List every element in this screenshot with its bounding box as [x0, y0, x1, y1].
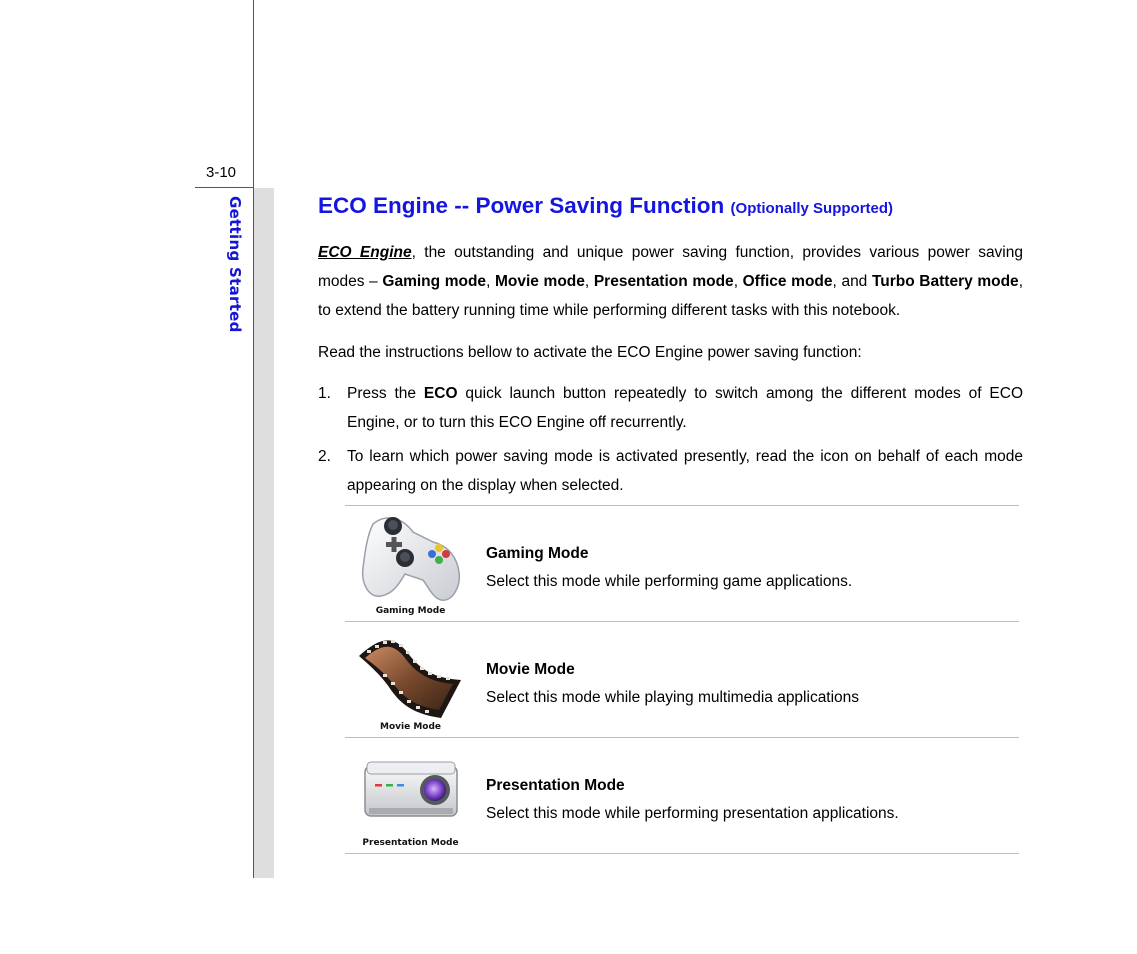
mode-text — [486, 656, 859, 712]
mode-term: Turbo Battery mode — [871, 273, 1019, 290]
mode-description: Select this mode while performing game applications. — [486, 573, 853, 590]
mode-term: Gaming mode — [382, 273, 487, 290]
page-number: 3-10 — [206, 164, 237, 181]
icon-caption: Presentation Mode — [362, 838, 459, 848]
mode-term: Movie mode — [495, 273, 585, 290]
mode-description: Select this mode while playing multimedia applications — [486, 689, 860, 706]
mode-row-movie — [345, 621, 1019, 737]
step-text: quick launch button repeatedly to switch among the different modes of ECO Engine, or to turn this ECO Engine off recurrently. — [347, 385, 1024, 431]
section-heading — [318, 190, 1023, 225]
side-chapter-title: Getting Started — [226, 196, 244, 333]
step-number: 2. — [318, 448, 331, 465]
step-item — [318, 379, 1023, 437]
main-content — [318, 190, 1023, 505]
projector-icon — [353, 744, 468, 848]
step-text: Press the — [347, 385, 424, 402]
mode-name: Movie Mode — [486, 661, 575, 678]
gamepad-icon — [353, 512, 468, 616]
instructions-paragraph: Read the instructions bellow to activate the ECO Engine power saving function: — [318, 344, 862, 361]
section-note: (Optionally Supported) — [730, 200, 894, 217]
mode-text — [486, 540, 852, 596]
intro-sep: , — [733, 273, 743, 290]
step-number: 1. — [318, 385, 331, 402]
mode-row-gaming — [345, 505, 1019, 621]
eco-button-term: ECO — [423, 385, 458, 402]
icon-caption: Gaming Mode — [375, 606, 446, 616]
mode-row-presentation — [345, 737, 1019, 854]
intro-sep: , — [584, 273, 594, 290]
step-item — [318, 442, 1023, 500]
intro-text: , to extend the battery running time while performing different tasks with this notebook. — [318, 273, 1023, 319]
film-strip-icon — [353, 628, 468, 732]
steps-list — [318, 379, 1023, 500]
icon-caption: Movie Mode — [379, 722, 441, 732]
intro-sep: , and — [832, 273, 872, 290]
mode-text — [486, 772, 899, 828]
page-number-rule — [195, 187, 254, 188]
intro-lead: ECO Engine — [318, 244, 412, 261]
mode-name: Presentation Mode — [486, 777, 625, 794]
mode-term: Office mode — [742, 273, 833, 290]
intro-sep: , — [486, 273, 495, 290]
mode-term: Presentation mode — [593, 273, 734, 290]
section-title: ECO Engine -- Power Saving Function — [318, 193, 725, 218]
step-text: To learn which power saving mode is activated presently, read the icon on behalf of each mode appearing on the display when selected. — [347, 448, 1023, 494]
intro-paragraph — [318, 238, 1023, 325]
mode-description: Select this mode while performing presentation applications. — [486, 805, 899, 822]
modes-table — [345, 505, 1019, 854]
margin-gray-strip — [254, 188, 274, 878]
mode-name: Gaming Mode — [486, 545, 589, 562]
intro-text: , the outstanding and unique power saving function, provides various power saving modes – — [318, 244, 1023, 290]
